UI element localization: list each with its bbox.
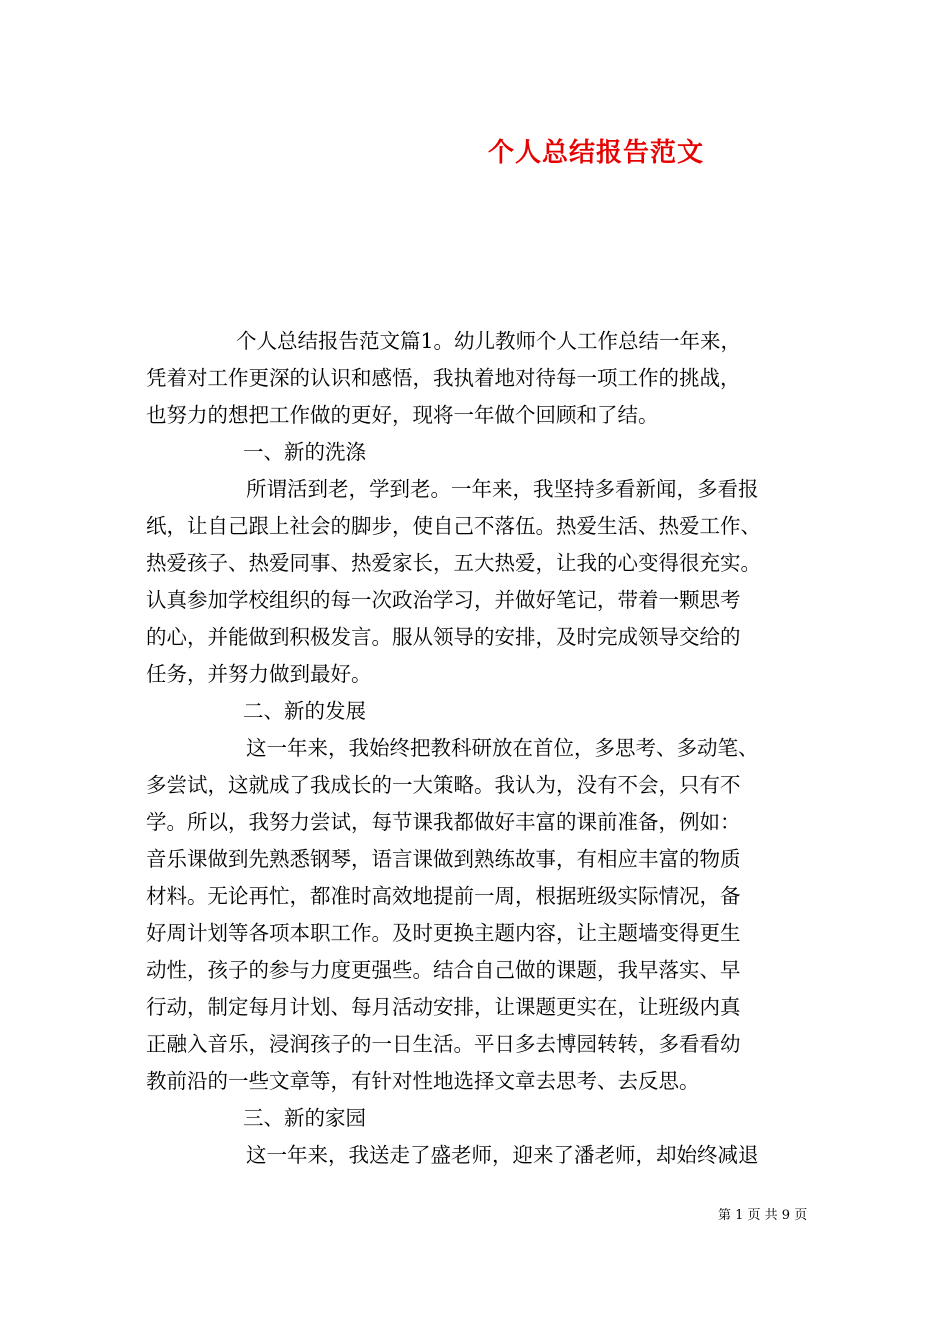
page-footer: 第 1 页 共 9 页 bbox=[718, 1208, 808, 1223]
body-line: 认真参加学校组织的每一次政治学习，并做好笔记，带着一颗思考 bbox=[146, 588, 741, 612]
body-line: 任务，并努力做到最好。 bbox=[146, 662, 372, 686]
body-line: 这一年来，我始终把教科研放在首位，多思考、多动笔、 bbox=[246, 736, 759, 760]
page-title: 个人总结报告范文 bbox=[488, 138, 705, 168]
body-line: 的心，并能做到积极发言。服从领导的安排，及时完成领导交给的 bbox=[146, 625, 741, 649]
body-line: 学。所以，我努力尝试，每节课我都做好丰富的课前准备，例如： bbox=[146, 810, 741, 834]
body-line: 也努力的想把工作做的更好，现将一年做个回顾和了结。 bbox=[146, 403, 659, 427]
body-line: 好周计划等各项本职工作。及时更换主题内容，让主题墙变得更生 bbox=[146, 921, 741, 945]
body-line: 正融入音乐，浸润孩子的一日生活。平日多去博园转转，多看看幼 bbox=[146, 1032, 741, 1056]
body-line: 材料。无论再忙，都准时高效地提前一周，根据班级实际情况，备 bbox=[146, 884, 741, 908]
section-heading: 二、新的发展 bbox=[243, 699, 366, 723]
section-heading: 一、新的洗涤 bbox=[243, 440, 366, 464]
body-line: 纸，让自己跟上社会的脚步，使自己不落伍。热爱生活、热爱工作、 bbox=[146, 514, 761, 538]
body-line: 凭着对工作更深的认识和感悟，我执着地对待每一项工作的挑战， bbox=[146, 366, 741, 390]
body-line: 多尝试，这就成了我成长的一大策略。我认为，没有不会，只有不 bbox=[146, 773, 741, 797]
body-line: 所谓活到老，学到老。一年来，我坚持多看新闻，多看报 bbox=[246, 477, 759, 501]
body-line: 教前沿的一些文章等，有针对性地选择文章去思考、去反思。 bbox=[146, 1069, 700, 1093]
body-line: 这一年来，我送走了盛老师，迎来了潘老师，却始终减退 bbox=[246, 1143, 759, 1167]
body-line: 动性，孩子的参与力度更强些。结合自己做的课题，我早落实、早 bbox=[146, 958, 741, 982]
body-line: 个人总结报告范文篇1。幼儿教师个人工作总结一年来， bbox=[236, 329, 742, 353]
section-heading: 三、新的家园 bbox=[243, 1106, 366, 1130]
body-line: 行动，制定每月计划、每月活动安排，让课题更实在，让班级内真 bbox=[146, 995, 741, 1019]
body-line: 热爱孩子、热爱同事、热爱家长，五大热爱，让我的心变得很充实。 bbox=[146, 551, 761, 575]
body-line: 音乐课做到先熟悉钢琴，语言课做到熟练故事，有相应丰富的物质 bbox=[146, 847, 741, 871]
